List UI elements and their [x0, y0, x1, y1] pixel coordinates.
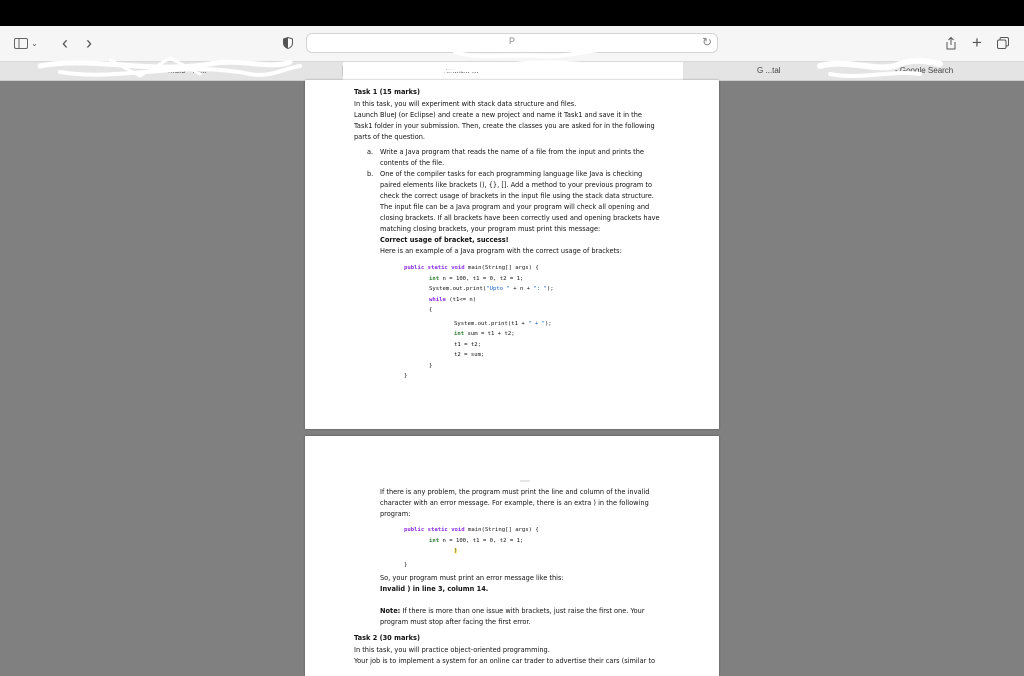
code-line — [404, 525, 704, 536]
task1-line: In this task, you will experiment with stack data structure and files. — [354, 100, 577, 108]
code-token: n = 100, t1 = 0, t2 = 1; — [439, 537, 524, 544]
code-token: int — [429, 275, 440, 282]
reload-icon[interactable]: ↻ — [701, 35, 712, 49]
code-token: t1 = t2; — [454, 341, 481, 348]
item-b-text — [380, 169, 660, 257]
code-token: " + " — [528, 320, 545, 327]
item-b-line: One of the compiler tasks for each programming language like Java is checking — [380, 170, 643, 178]
task2-line: Your job is to implement a system for an online car trader to advertise their cars (similar to — [354, 657, 656, 665]
code-token: static — [427, 265, 448, 271]
problem-line: If there is any problem, the program must print the line and column of the invalid — [380, 488, 650, 496]
item-b-line: matching closing brackets, your program must print this message: — [380, 225, 601, 233]
code-token: public — [404, 265, 425, 271]
tab-2-active[interactable] — [343, 62, 683, 80]
code-line — [404, 295, 704, 306]
forward-button[interactable]: › — [86, 32, 92, 53]
code-line — [404, 371, 704, 382]
share-button[interactable] — [944, 34, 958, 52]
problem-text — [380, 487, 649, 520]
code-token: System.out.print(t1 + — [454, 320, 529, 327]
address-bar[interactable] — [306, 33, 718, 53]
task1-line: Launch BlueJ (or Eclipse) and create a new project and name it Task1 and save it in the — [354, 111, 642, 119]
code-token: ) — [454, 548, 458, 554]
item-b-line: The input file can be a Java program and your program will check all opening and — [380, 203, 650, 211]
success-message: Correct usage of bracket, success! — [380, 236, 509, 244]
code-token: void — [451, 527, 465, 533]
document-page-1 — [305, 80, 719, 429]
code-token: (t1<= n) — [445, 296, 477, 303]
redaction-mark — [519, 478, 531, 484]
code-token: ); — [546, 286, 554, 292]
code-line — [404, 560, 704, 571]
browser-toolbar — [0, 26, 1024, 62]
code-line — [404, 263, 704, 274]
code-line — [404, 340, 704, 351]
code-token: void — [451, 265, 465, 271]
item-b-line: check the correct usage of brackets in the input file using the stack data structure. — [380, 192, 654, 200]
task2-intro — [354, 645, 655, 667]
code-token: ": " — [533, 286, 547, 292]
code-block-1 — [404, 263, 704, 382]
code-line — [404, 274, 704, 285]
code-token: } — [429, 362, 433, 369]
problem-line: character with an error message. For example, there is an extra ) in the following — [380, 499, 649, 507]
tab-bar — [0, 62, 1024, 81]
code-line — [404, 329, 704, 340]
code-token: static — [427, 527, 448, 533]
shield-icon — [283, 37, 293, 49]
task1-intro — [354, 99, 655, 143]
task1-heading: Task 1 (15 marks) — [354, 88, 420, 96]
sidebar-toggle-button[interactable] — [13, 34, 39, 52]
document-page-2 — [305, 436, 719, 676]
task2-line: In this task, you will practice object-oriented programming. — [354, 646, 550, 654]
code-token: while — [429, 296, 446, 303]
tab-4-label: - Google Search — [895, 66, 954, 75]
note-line: If there is more than one issue with brackets, just raise the first one. Your — [400, 607, 645, 615]
code-token: } — [404, 561, 408, 568]
tab-1-label: ...ufs - Pr... — [168, 66, 207, 75]
window-top-bar — [0, 0, 1024, 26]
so-line: So, your program must print an error message like this: — [380, 574, 564, 582]
tab-1[interactable] — [0, 62, 343, 80]
code-line — [404, 284, 704, 295]
code-line — [404, 361, 704, 372]
code-token: System.out.print( — [429, 286, 487, 292]
code-line — [404, 319, 704, 330]
note — [380, 606, 645, 628]
code-line — [404, 350, 704, 361]
tabs-overview-button[interactable] — [996, 34, 1010, 52]
item-b-line: closing brackets. If all brackets have been correctly used and opening brackets have — [380, 214, 660, 222]
tabs-icon — [997, 37, 1009, 49]
code-token: } — [404, 373, 408, 379]
note-label: Note: — [380, 607, 401, 615]
task1-line: parts of the question. — [354, 133, 426, 141]
code-block-2 — [404, 525, 704, 570]
code-token: ); — [544, 320, 552, 327]
code-token: sum = t1 + t2; — [464, 331, 515, 337]
tab-3[interactable] — [683, 62, 1024, 80]
code-token: int — [454, 331, 465, 337]
item-a-text — [380, 147, 644, 169]
address-text: P — [508, 36, 515, 46]
code-token: int — [429, 537, 440, 544]
item-b-marker: b. — [367, 170, 374, 178]
problem-line: program: — [380, 510, 411, 518]
code-token: public — [404, 527, 425, 533]
shield-button[interactable] — [281, 34, 295, 52]
invalid-message: Invalid ) in line 3, column 14. — [380, 585, 489, 593]
code-token: main(String[] args) { — [464, 265, 539, 271]
item-b-line: paired elements like brackets (), {}, []. Add a method to your previous program to — [380, 181, 653, 189]
code-token: + n + — [509, 286, 534, 292]
item-a-line: contents of the file. — [380, 159, 445, 167]
task1-line: Task1 folder in your submission. Then, create the classes you are asked for in the following — [354, 122, 655, 130]
tab-2-label: ...unint... ... — [439, 66, 479, 75]
code-line — [404, 305, 704, 316]
task2-heading: Task 2 (30 marks) — [354, 634, 420, 642]
chevron-down-icon: ⌄ — [31, 38, 38, 48]
back-button[interactable]: ‹ — [62, 32, 68, 53]
tab-3-label: G ...tal — [757, 66, 781, 75]
code-token: main(String[] args) { — [464, 527, 539, 533]
code-token: t2 = sum; — [454, 352, 485, 358]
share-icon — [946, 37, 956, 50]
code-line — [404, 536, 704, 547]
item-a-line: Write a Java program that reads the name of a file from the input and prints the — [380, 148, 644, 156]
new-tab-button[interactable]: + — [972, 33, 982, 52]
item-a-marker: a. — [367, 148, 374, 156]
example-intro: Here is an example of a Java program with the correct usage of brackets: — [380, 247, 622, 255]
code-token: { — [429, 307, 433, 313]
sidebar-icon — [14, 38, 28, 49]
note-line: program must stop after facing the first error. — [380, 618, 531, 626]
code-token: "Upto " — [486, 286, 510, 292]
code-token: n = 100, t1 = 0, t2 = 1; — [439, 275, 524, 282]
code-line — [404, 546, 704, 557]
